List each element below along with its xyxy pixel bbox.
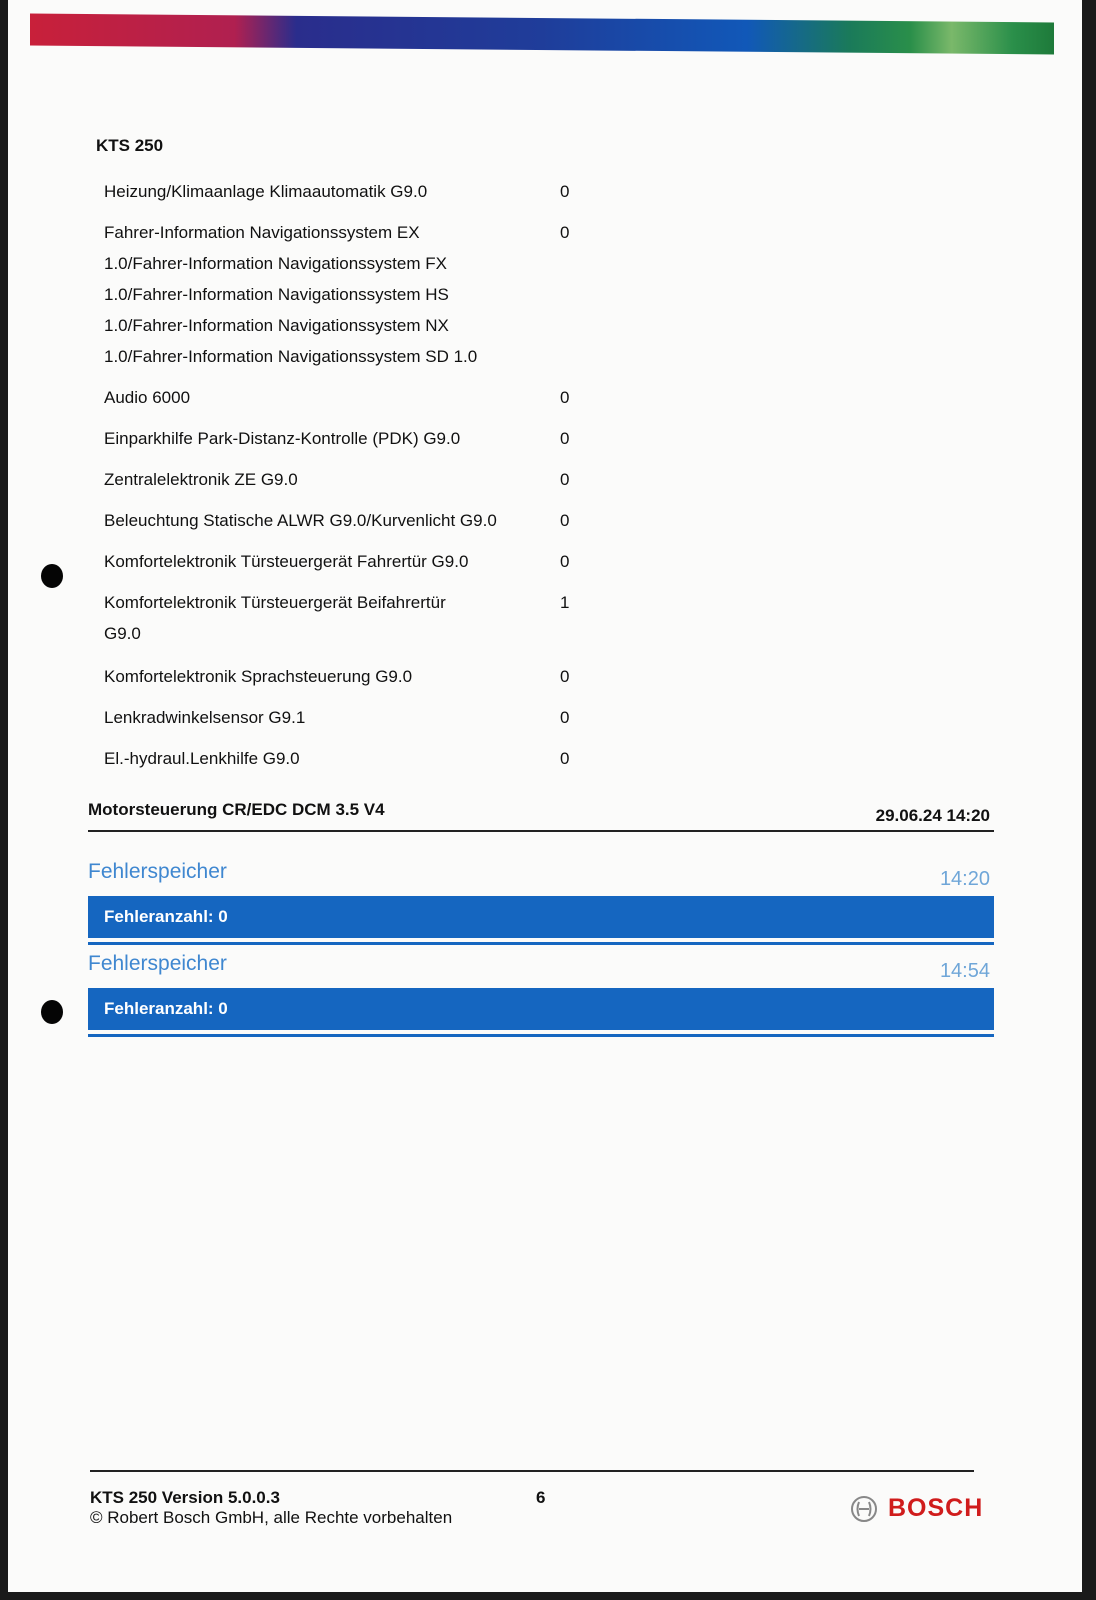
ecu-fault-count: 0: [560, 470, 570, 489]
ecu-row: [104, 464, 574, 495]
fault-count-bar: Fehleranzahl: 0: [88, 988, 994, 1034]
ecu-name-line: Fahrer-Information Navigationssystem EX: [104, 223, 420, 242]
ecu-name-line: 1.0/Fahrer-Information Navigationssystem SD 1.0: [104, 347, 478, 366]
bosch-armature-icon: [850, 1495, 878, 1523]
ecu-name-line: 1.0/Fahrer-Information Navigationssystem FX: [104, 254, 447, 273]
ecu-name: [104, 743, 524, 774]
ecu-fault-count: 0: [560, 182, 570, 201]
section-date: 29.06.24 14:20: [875, 806, 990, 825]
footer-info: [90, 1488, 452, 1528]
ecu-fault-count: 0: [560, 749, 570, 768]
section-header: [88, 800, 994, 832]
ecu-fault-count: 1: [560, 593, 570, 612]
ecu-row: [104, 217, 574, 372]
ecu-row: [104, 661, 574, 692]
ecu-name: [104, 176, 524, 207]
fault-memory-time: 14:54: [939, 960, 990, 982]
ecu-name-line: El.-hydraul.Lenkhilfe G9.0: [104, 749, 300, 768]
ecu-name-line: Audio 6000: [104, 388, 191, 407]
punch-hole-1: [41, 564, 63, 588]
ecu-fault-count: 0: [560, 223, 570, 242]
ecu-name-line: Komfortelektronik Türsteuergerät Beifahrertür: [104, 593, 446, 612]
ecu-name-line: Zentralelektronik ZE G9.0: [104, 470, 298, 489]
ecu-name-line: G9.0: [104, 624, 141, 643]
ecu-name: [104, 702, 524, 733]
footer-divider: [90, 1470, 974, 1472]
fault-memory-title: Fehlerspeicher: [88, 860, 227, 883]
punch-hole-2: [41, 1000, 63, 1024]
ecu-fault-count: 0: [560, 429, 570, 448]
footer-version: KTS 250 Version 5.0.0.3: [90, 1488, 280, 1507]
ecu-fault-count: 0: [560, 667, 570, 686]
ecu-fault-count: 0: [560, 552, 570, 571]
fault-memory-block: [88, 948, 994, 1034]
ecu-name-line: Heizung/Klimaanlage Klimaautomatik G9.0: [104, 182, 428, 201]
page-number: 6: [536, 1488, 546, 1507]
ecu-name: [104, 464, 524, 495]
ecu-name-line: Beleuchtung Statische ALWR G9.0/Kurvenlicht G9.0: [104, 511, 497, 530]
footer-copyright: © Robert Bosch GmbH, alle Rechte vorbehalten: [90, 1508, 453, 1527]
ecu-row: [104, 546, 574, 577]
document-page: [8, 0, 1082, 1592]
ecu-fault-count: 0: [560, 708, 570, 727]
ecu-name-line: Einparkhilfe Park-Distanz-Kontrolle (PDK) G9.0: [104, 429, 461, 448]
ecu-fault-count: 0: [560, 511, 570, 530]
fault-memory-time: 14:20: [939, 868, 990, 890]
ecu-row: [104, 702, 574, 733]
ecu-row: [104, 587, 574, 649]
ecu-name: [104, 546, 524, 577]
section-title: Motorsteuerung CR/EDC DCM 3.5 V4: [88, 800, 385, 819]
ecu-name: [104, 217, 524, 372]
ecu-list: [104, 176, 574, 784]
ecu-name-line: Lenkradwinkelsensor G9.1: [104, 708, 306, 727]
ecu-row: [104, 505, 574, 536]
brand-name: BOSCH: [888, 1494, 984, 1522]
ecu-name: [104, 587, 524, 649]
ecu-row: [104, 423, 574, 454]
ecu-fault-count: 0: [560, 388, 570, 407]
ecu-name-line: 1.0/Fahrer-Information Navigationssystem NX: [104, 316, 449, 335]
ecu-row: [104, 176, 574, 207]
fault-memory-block: [88, 856, 994, 942]
header-color-bar: [30, 14, 1054, 55]
ecu-name-line: Komfortelektronik Sprachsteuerung G9.0: [104, 667, 413, 686]
ecu-row: [104, 743, 574, 774]
fault-memory-title: Fehlerspeicher: [88, 952, 227, 975]
ecu-name-line: 1.0/Fahrer-Information Navigationssystem HS: [104, 285, 449, 304]
fault-count-bar: Fehleranzahl: 0: [88, 896, 994, 942]
bosch-logo: [850, 1494, 983, 1523]
ecu-name: [104, 505, 524, 536]
ecu-name: [104, 382, 524, 413]
ecu-row: [104, 382, 574, 413]
ecu-name: [104, 661, 524, 692]
ecu-name-line: Komfortelektronik Türsteuergerät Fahrertür G9.0: [104, 552, 469, 571]
device-title: KTS 250: [96, 136, 164, 155]
ecu-name: [104, 423, 524, 454]
